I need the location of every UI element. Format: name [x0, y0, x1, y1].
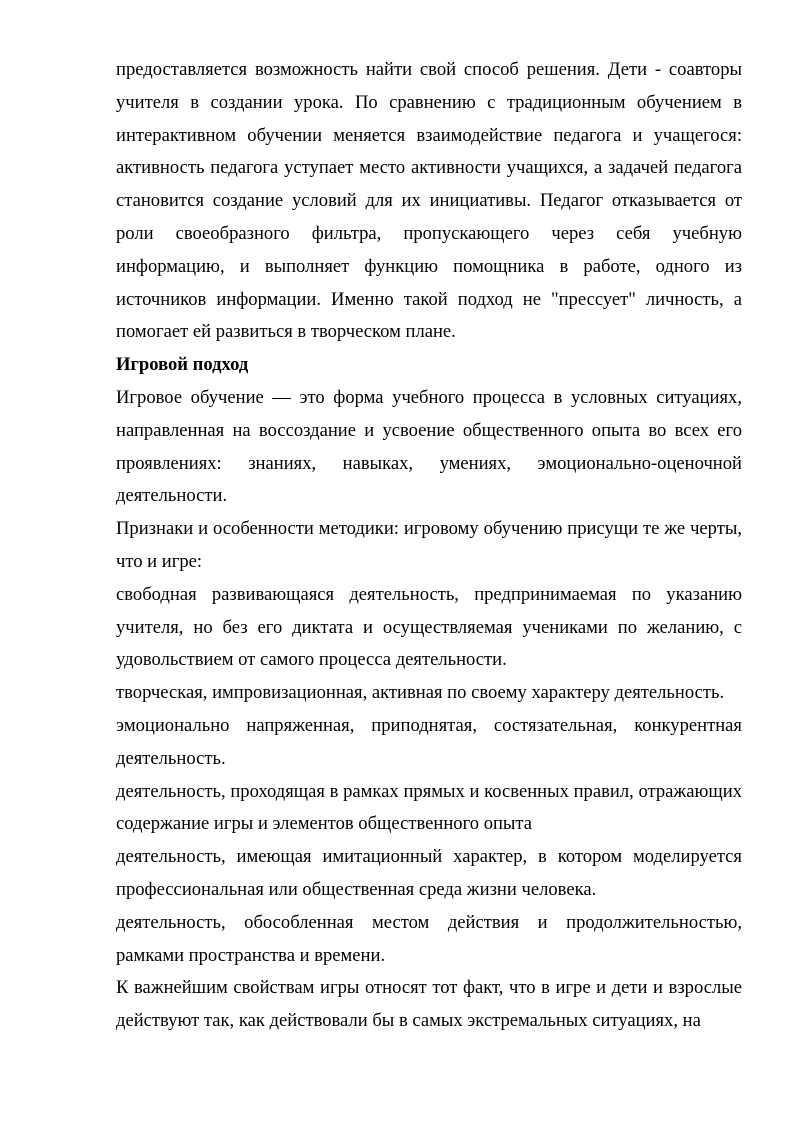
list-item-rules-activity: деятельность, проходящая в рамках прямых и косвенных правил, отражающих содержание игры и элементов общественного опыта [116, 780, 742, 835]
paragraph-interactive-learning: предоставляется возможность найти свой способ решения. Дети - соавторы учителя в создании урока. По сравнению с традиционным обучением в интерактивном обучении меняется взаимодействие педагога и учащегося: активность педагога уступает место активности учащихся, а задачей педагога становится создание условий для их инициативы. Педагог отказывается от роли своеобразного фильтра, пропускающего через себя учебную информацию, и выполняет функцию помощника в работе, одного из источников информации. Именно такой подход не "прессует" личность, а помогает ей развиться в творческом плане. [116, 59, 742, 343]
paragraph-method-features: Признаки и особенности методики: игровому обучению присущи те же черты, что и игре: [116, 518, 742, 572]
list-item-free-activity: свободная развивающаяся деятельность, предпринимаемая по указанию учителя, но без его диктата и осуществляемая учениками по желанию, с удовольствием от самого процесса деятельности. [116, 583, 742, 671]
list-item-isolated-activity: деятельность, обособленная местом действия и продолжительностью, рамками пространства и времени. [116, 911, 742, 966]
list-item-creative-activity: творческая, импровизационная, активная по своему характеру деятельность. [116, 682, 725, 704]
paragraph-game-learning-definition: Игровое обучение — это форма учебного процесса в условных ситуациях, направленная на воссоздание и усвоение общественного опыта во всех его проявлениях: знаниях, навыках, умениях, эмоционально-оценочной деятельности. [116, 386, 742, 507]
section-heading-game-approach: Игровой подход [116, 354, 249, 376]
list-item-imitation-activity: деятельность, имеющая имитационный характер, в котором моделируется профессиональная или общественная среда жизни человека. [116, 846, 742, 900]
list-item-emotional-activity: эмоционально напряженная, приподнятая, состязательная, конкурентная деятельность. [116, 714, 742, 769]
paragraph-game-properties: К важнейшим свойствам игры относят тот факт, что в игре и дети и взрослые действуют так, как действовали бы в самых экстремальных ситуациях, на [116, 977, 742, 1032]
